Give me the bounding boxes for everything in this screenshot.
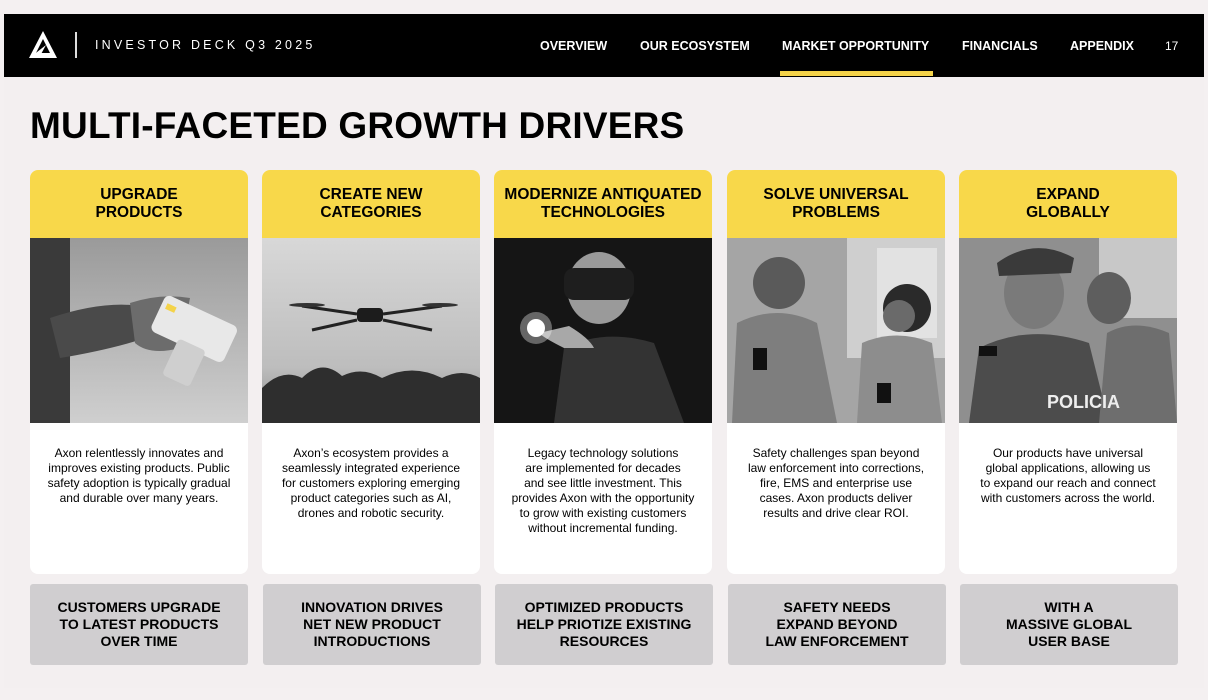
outcome-box-upgrade: CUSTOMERS UPGRADE TO LATEST PRODUCTS OVER TIME — [30, 584, 248, 665]
growth-driver-card-expand — [959, 170, 1177, 574]
card-title: SOLVE UNIVERSAL PROBLEMS — [727, 170, 945, 238]
officers-with-body-cameras-photo — [727, 238, 945, 423]
growth-driver-card-upgrade — [30, 170, 248, 574]
nav-appendix[interactable]: APPENDIX — [1070, 39, 1134, 53]
active-nav-indicator — [780, 71, 933, 76]
card-title: EXPAND GLOBALLY — [959, 170, 1177, 238]
outcome-box-expand: WITH A MASSIVE GLOBAL USER BASE — [960, 584, 1178, 665]
taser-device-photo — [30, 238, 248, 423]
outcome-box-create: INNOVATION DRIVES NET NEW PRODUCT INTRODUCTIONS — [263, 584, 481, 665]
page-title: MULTI-FACETED GROWTH DRIVERS — [30, 105, 685, 146]
top-navigation-bar — [4, 14, 1204, 77]
nav-market-opportunity[interactable]: MARKET OPPORTUNITY — [782, 39, 930, 53]
card-description: Axon relentlessly innovates and improves existing products. Public safety adoption is typically gradual and durable over many years. — [47, 446, 231, 505]
card-title: CREATE NEW CATEGORIES — [262, 170, 480, 238]
nav-financials[interactable]: FINANCIALS — [962, 39, 1038, 53]
slide — [4, 14, 1204, 688]
international-police-photo — [959, 238, 1177, 423]
outcome-box-modernize: OPTIMIZED PRODUCTS HELP PRIOTIZE EXISTING RESOURCES — [495, 584, 713, 665]
growth-driver-card-modernize — [494, 170, 712, 574]
card-description: Safety challenges span beyond law enforcement into corrections, fire, EMS and enterprise use cases. Axon products deliver results and drive clear ROI. — [747, 446, 925, 520]
card-description: Legacy technology solutions are implemented for decades and see little investment. This provides Axon with the opportunity to grow with existing customers without incremental funding. — [511, 446, 695, 535]
policia-vest-text: POLICIA — [1047, 392, 1121, 412]
card-title: UPGRADE PRODUCTS — [30, 170, 248, 238]
deck-title: INVESTOR DECK Q3 2025 — [95, 38, 316, 52]
nav-overview[interactable]: OVERVIEW — [540, 39, 608, 53]
growth-driver-card-solve — [727, 170, 945, 574]
page-number: 17 — [1165, 39, 1179, 53]
vr-training-photo — [494, 238, 712, 423]
axon-logo-icon[interactable] — [28, 30, 58, 60]
growth-driver-card-create — [262, 170, 480, 574]
outcome-box-solve: SAFETY NEEDS EXPAND BEYOND LAW ENFORCEMENT — [728, 584, 946, 665]
card-description: Axon’s ecosystem provides a seamlessly integrated experience for customers exploring emerging product categories such as AI, drones and robotic security. — [281, 446, 461, 520]
card-description: Our products have universal global applications, allowing us to expand our reach and connect with customers across the world. — [980, 446, 1156, 505]
header-divider — [75, 32, 77, 58]
drone-in-flight-photo — [262, 238, 480, 423]
nav-our-ecosystem[interactable]: OUR ECOSYSTEM — [640, 39, 750, 53]
card-title: MODERNIZE ANTIQUATED TECHNOLOGIES — [494, 170, 712, 238]
